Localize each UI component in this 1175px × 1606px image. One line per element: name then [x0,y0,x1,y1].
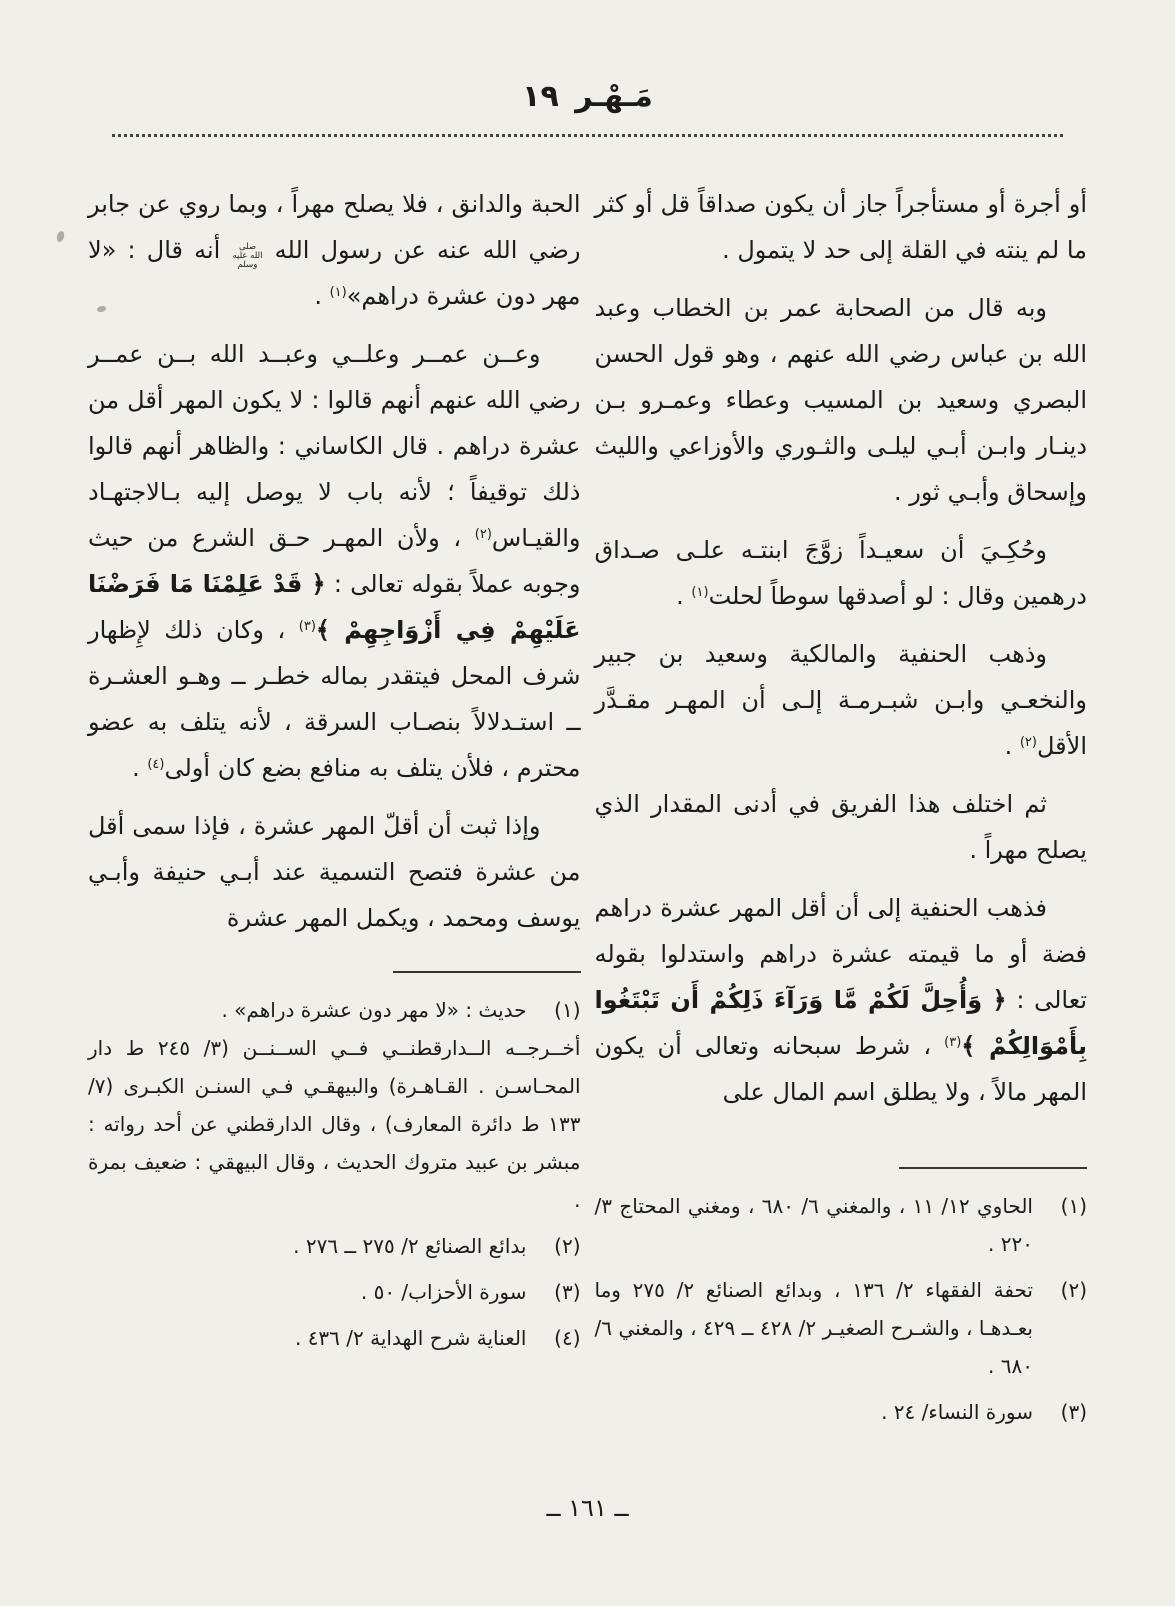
footnote-text: سورة النساء/ ٢٤ . [881,1400,1033,1424]
paragraph [595,285,1088,515]
footnote-marker: (٣) [554,1280,581,1304]
footnote-marker: (٢) [1060,1278,1087,1302]
body-text: ، ولأن المهـر حـق الشرع من حيث وجوبه عملاً بقوله تعالى : [88,524,581,598]
footnote-ref: (١) [691,585,709,600]
paragraph [595,781,1088,873]
body-text: وإذا ثبت أن أقلّ المهر عشرة ، فإذا سمى أقل من عشرة فتصح التسمية عند أبـي حنيفة وأبـي يوسف ومحمد ، ويكمل المهر عشرة [88,812,581,932]
footnote-marker: (٢) [554,1234,581,1258]
footnote-ref: (٤) [147,757,165,772]
footnote-first-line [88,1227,581,1265]
header-dotted-separator [112,134,1063,137]
footnote-text: سورة الأحزاب/ ٥٠ . [360,1280,527,1304]
quran-verse: ﴿ وَأُحِلَّ لَكُمْ مَّا وَرَآءَ ذَلِكُمْ أَن تَبْتَغُوا بِأَمْوَالِكُمْ ﴾ [594,986,1087,1060]
body-text: . [1004,732,1020,760]
paragraph [595,181,1088,273]
body-text: . [676,582,692,610]
body-text: وحُكِـيَ أن سعيـداً زوَّجَ ابنتـه علـى صـداق درهمين وقال : لو أصدقها سوطاً لحلت [594,536,1087,610]
body-text: فذهب الحنفية إلى أن أقل المهر عشرة دراهم فضة أو ما قيمته عشرة دراهم واستدلوا بقوله تعالى : [594,894,1087,1014]
quran-verse: ﴿ قَدْ عَلِمْنَا مَا فَرَضْنَا عَلَيْهِمْ فِي أَزْوَاجِهِمْ ﴾ [88,570,581,644]
footnote-ref: (٣) [298,619,316,634]
footnote-text: تحفة الفقهاء ٢/ ١٣٦ ، وبدائع الصنائع ٢/ ٢٧٥ وما بعـدهـا ، والشـرح الصغيـر ٢/ ٤٢٨ ــ ٤٢٩ ، والمغني ٦/ ٦٨٠ . [594,1278,1034,1378]
footnote-item [88,1319,581,1357]
footnote-item [595,1271,1088,1385]
column-right [595,181,1088,1439]
footnote-item [88,1273,581,1311]
footnote-item [595,1393,1088,1431]
footnote-first-line [88,1319,581,1357]
footnote-text: الحاوي ١٢/ ١١ ، والمغني ٦/ ٦٨٠ ، ومغني المحتاج ٣/ ٢٢٠ . [594,1194,1033,1256]
footnote-item [88,991,581,1219]
footnote-continuation: أخــرجــه الــدارقطنــي فــي الســنــن (٣/ ٢٤٥ ط دار المحـاسـن . القـاهـرة) والبيهقـي فـي السنـن الكبـرى (٧/ ١٣٣ ط دائرة المعارف) ، وقال الدارقطني عن أحد رواته : مبشر بن عبيد متروك الحديث ، وقال البيهقي : ضعيف بمرة . [88,1036,581,1212]
footnote-marker: (٣) [1060,1400,1087,1424]
running-head-number: ١٩ [522,79,559,114]
body-text: وعــن عمــر وعلــي وعبــد الله بــن عمــر رضي الله عنهم أنهم قالوا : لا يكون المهر أقل من عشرة دراهم . قال الكاساني : والظاهر أنهم قالوا ذلك توقيفاً ؛ لأنه باب لا يوصل إليه بـالاجتهـاد والقيـاس [88,340,581,552]
running-head [0,0,1175,118]
footnote-first-line [595,1393,1088,1431]
body-text: . [132,754,148,782]
body-text: وذهب الحنفية والمالكية وسعيد بن جبير والنخعـي وابـن شبـرمـة إلـى أن المهـر مقـدَّر الأقل [594,640,1087,760]
page-number: ــ ١٦١ ــ [546,1494,629,1522]
footnote-text: العناية شرح الهداية ٢/ ٤٣٦ . [294,1326,527,1350]
footnote-item [88,1227,581,1265]
footnote-first-line [88,991,581,1029]
body-text: وبه قال من الصحابة عمر بن الخطاب وعبد الله بن عباس رضي الله عنهم ، وهو قول الحسن البصري وسعيد بن المسيب وعطاء وعمـرو بـن دينـار وابـن أبـي ليلـى والثـوري والأوزاعي والليث وإسحاق وأبـي ثور . [594,294,1087,506]
running-head-title: مَـهْـر [575,79,653,114]
salawat-ligature: صلى الله عليه وسلم [232,242,263,270]
footnote-item [595,1187,1088,1263]
footnote-first-line [595,1271,1088,1385]
footnote-separator-left [393,971,581,973]
body-text: ثم اختلف هذا الفريق في أدنى المقدار الذي يصلح مهراً . [594,790,1087,864]
body-text: الحبة والدانق ، فلا يصلح مهراً ، وبما روي عن جابر رضي الله عنه عن رسول الله [88,190,581,264]
text-columns [0,181,1175,1439]
paragraph [88,331,581,791]
column-left-text [88,181,581,941]
paragraph [595,527,1088,619]
paragraph [595,885,1088,1115]
footnote-marker: (١) [1060,1194,1087,1218]
body-text: ، شرط سبحانه وتعالى أن يكون المهر مالاً ، ولا يطلق اسم المال على [594,1032,1087,1106]
column-left-footnotes [88,991,581,1357]
footnote-first-line [88,1273,581,1311]
column-right-footnotes [595,1187,1088,1431]
column-left [88,181,581,1365]
body-text: أنه قال : «لا مهر دون عشرة دراهم» [88,236,581,310]
footnote-ref: (٢) [1019,735,1037,750]
footnote-ref: (٢) [474,527,492,542]
footnote-marker: (٤) [554,1326,581,1350]
footnote-text: حديث : «لا مهر دون عشرة دراهم» . [221,998,527,1022]
footnote-first-line [595,1187,1088,1263]
footnote-text: بدائع الصنائع ٢/ ٢٧٥ ــ ٢٧٦ . [293,1234,527,1258]
footnote-marker: (١) [554,998,581,1022]
paragraph [595,631,1088,769]
footnote-ref: (٣) [944,1035,962,1050]
paragraph [88,181,581,319]
column-right-text [595,181,1088,1115]
paragraph [88,803,581,941]
footnote-ref: (١) [329,285,347,300]
footnote-separator-right [899,1167,1087,1169]
body-text: ، وكان ذلك لإِظهار شرف المحل فيتقدر بماله خطـر ــ وهـو العشـرة ــ استـدلالاً بنصـاب السرقة ، لأنه يتلف به عضو محترم ، فلأن يتلف به منافع بضع كان أولى [88,616,581,782]
body-text: أو أجرة أو مستأجراً جاز أن يكون صداقاً قل أو كثر ما لم ينته في القلة إلى حد لا يتمول . [594,190,1087,264]
body-text: . [314,282,330,310]
